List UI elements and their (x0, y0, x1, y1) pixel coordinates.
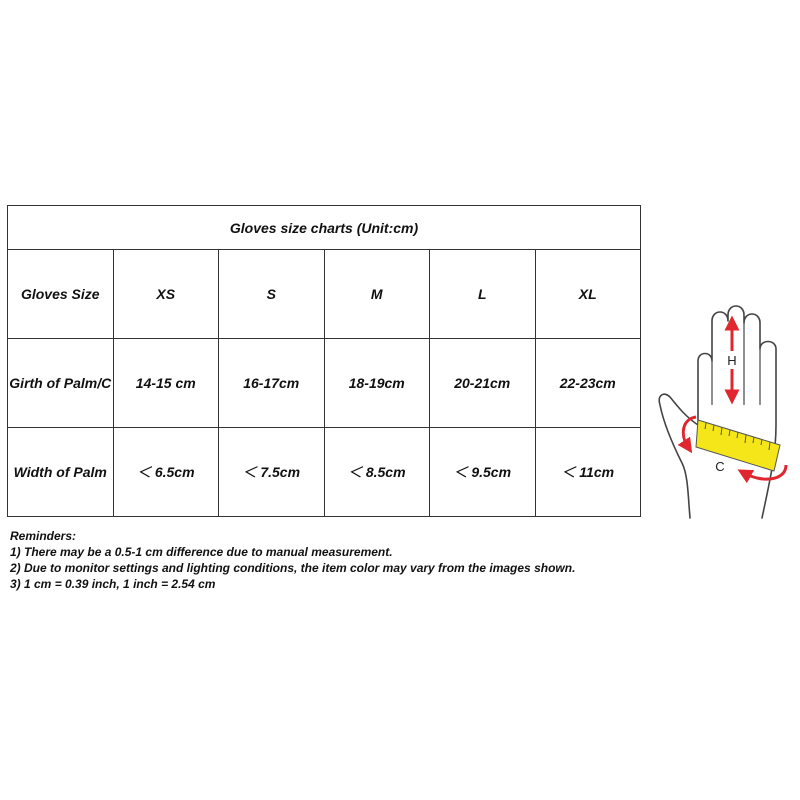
gloves-size-chart-table (7, 205, 641, 517)
size-xs-header: XS (113, 250, 219, 339)
table-row-width (8, 428, 641, 517)
reminder-item: 2) Due to monitor settings and lighting conditions, the item color may vary from the images shown. (10, 561, 576, 575)
table-row-girth (8, 339, 641, 428)
reminder-item: 1) There may be a 0.5-1 cm difference due to manual measurement. (10, 545, 393, 559)
table-title-row (8, 206, 641, 250)
reminders-block (10, 528, 575, 592)
hand-measurement-diagram (652, 305, 797, 520)
hand-outline-icon (659, 306, 776, 518)
measuring-tape-icon (696, 420, 780, 471)
width-l-cell: ＜ 9.5cm (430, 428, 536, 517)
size-l-header: L (430, 250, 536, 339)
size-s-header: S (219, 250, 325, 339)
girth-of-palm-label: Girth of Palm/C (8, 339, 114, 428)
width-xl-cell: ＜ 11cm (535, 428, 641, 517)
girth-xl-cell: 22-23cm (535, 339, 641, 428)
width-of-palm-label: Width of Palm (8, 428, 114, 517)
reminder-item: 3) 1 cm = 0.39 inch, 1 inch = 2.54 cm (10, 577, 216, 591)
size-xl-header: XL (535, 250, 641, 339)
width-s-cell: ＜ 7.5cm (219, 428, 325, 517)
height-label: H (727, 353, 737, 368)
size-m-header: M (324, 250, 430, 339)
girth-s-cell: 16-17cm (219, 339, 325, 428)
girth-m-cell: 18-19cm (324, 339, 430, 428)
circumference-label: C (715, 459, 725, 474)
width-xs-cell: ＜ 6.5cm (113, 428, 219, 517)
width-m-cell: ＜ 8.5cm (324, 428, 430, 517)
girth-l-cell: 20-21cm (430, 339, 536, 428)
gloves-size-label: Gloves Size (8, 250, 114, 339)
girth-xs-cell: 14-15 cm (113, 339, 219, 428)
table-title: Gloves size charts (Unit:cm) (8, 206, 641, 250)
reminders-heading: Reminders: (10, 529, 77, 543)
table-size-header-row (8, 250, 641, 339)
